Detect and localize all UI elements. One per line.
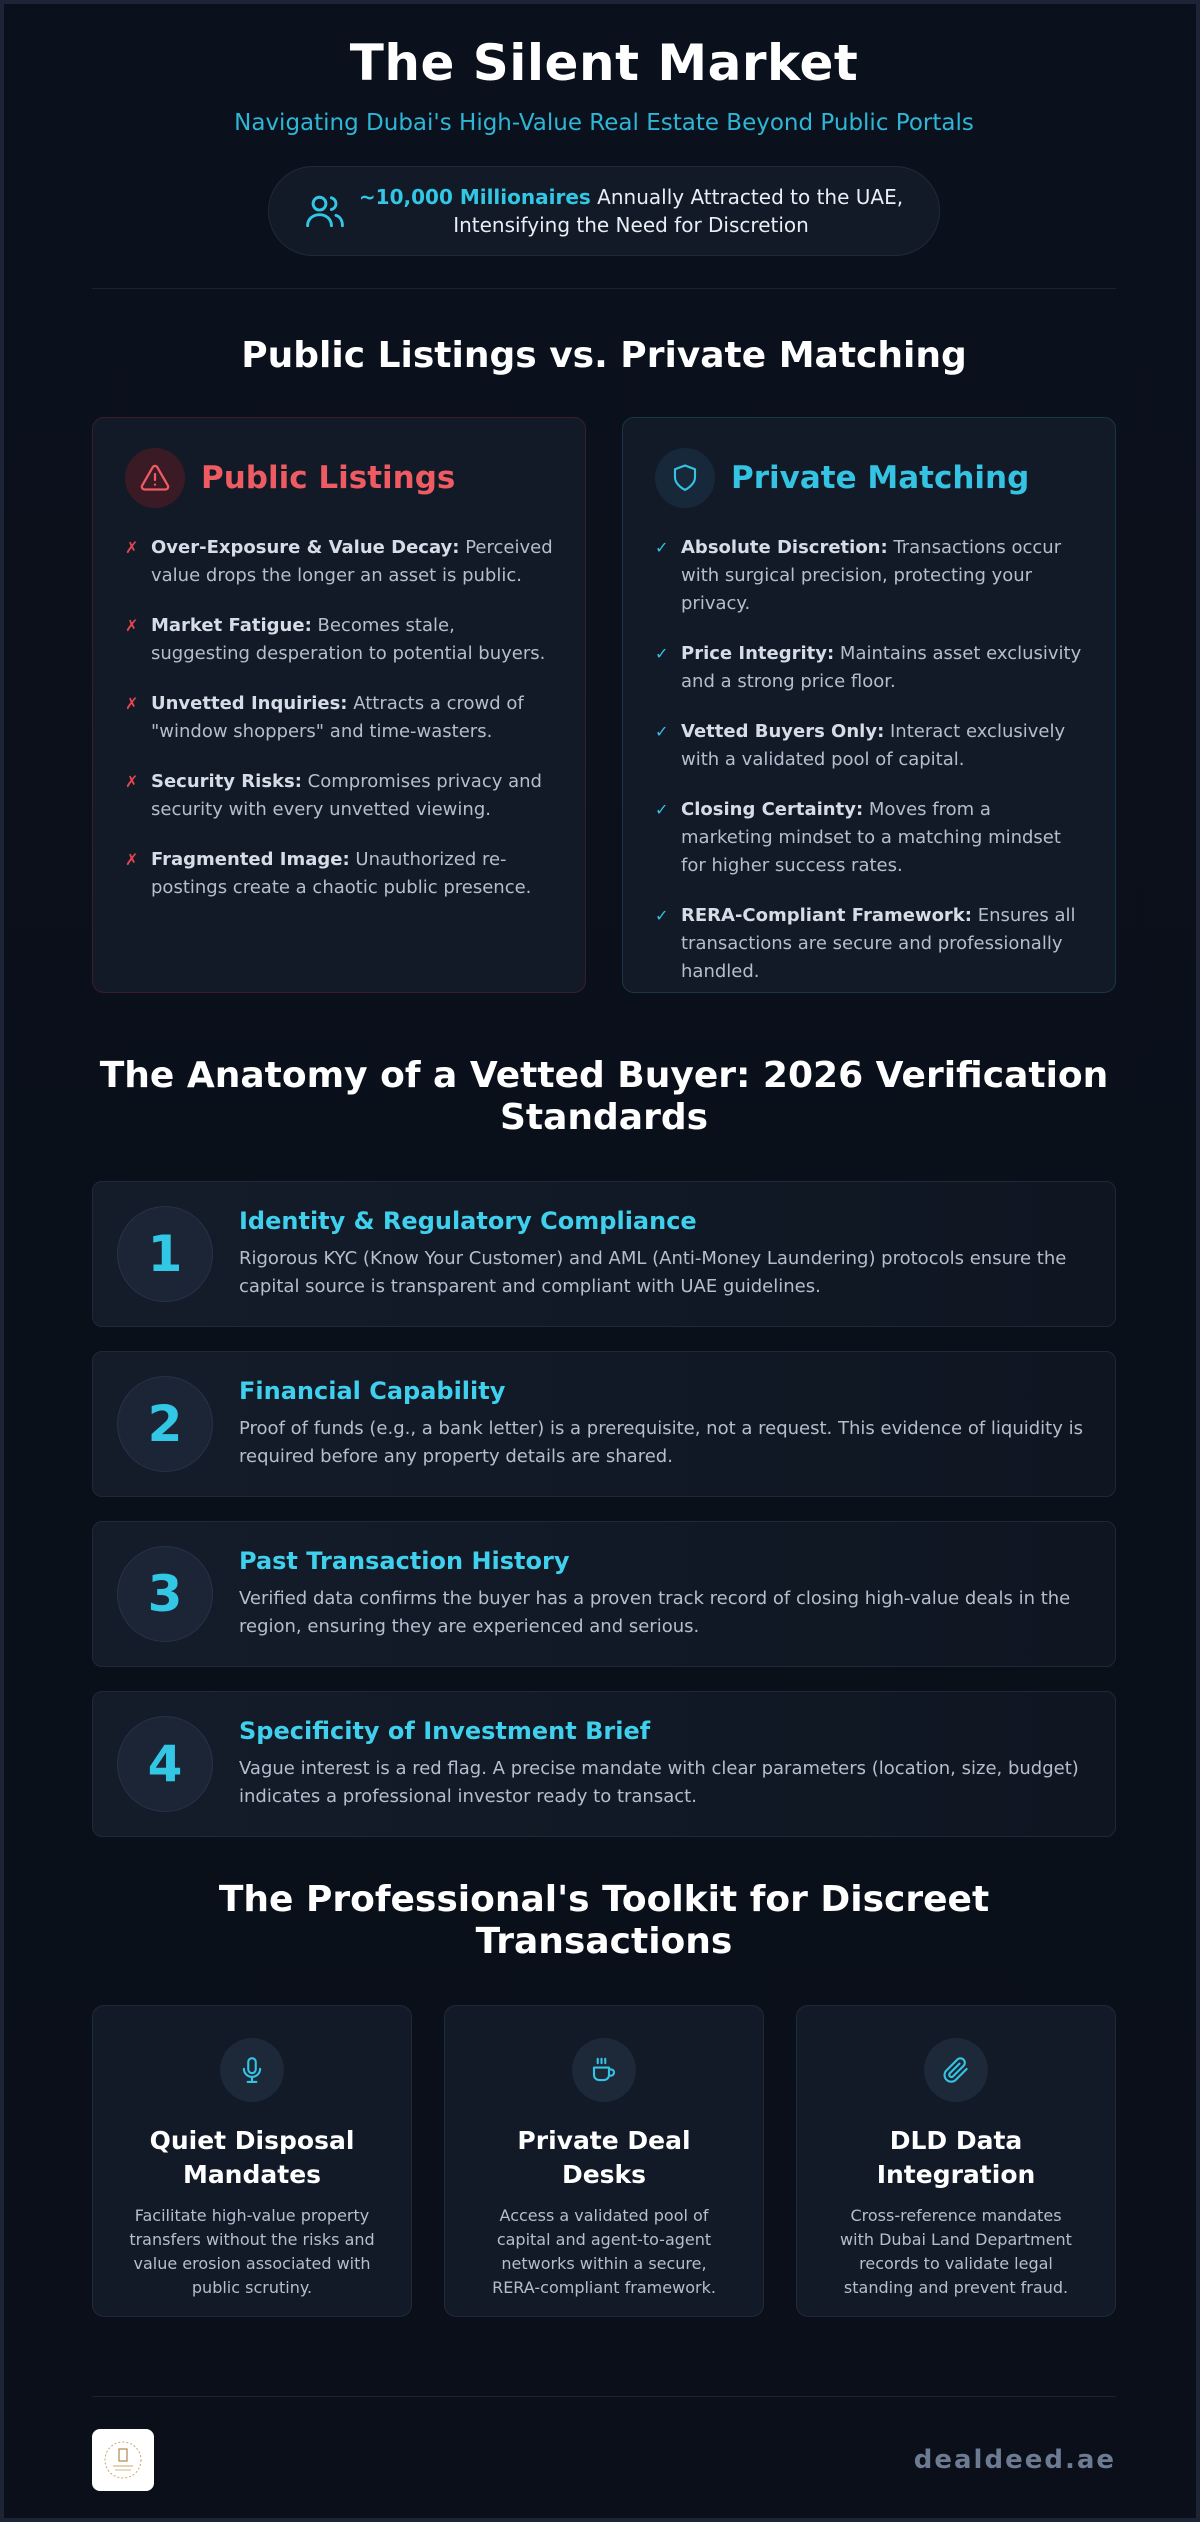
- brand-name[interactable]: dealdeed.ae: [913, 2445, 1116, 2475]
- tool-title: Private Deal Desks: [517, 2126, 691, 2189]
- item-text: [681, 718, 1083, 774]
- list-item: [125, 534, 553, 590]
- list-item: [655, 796, 1083, 880]
- check-icon: ✓: [655, 538, 669, 557]
- item-text: [151, 612, 553, 668]
- cross-icon: ✗: [125, 772, 139, 791]
- list-item: [125, 690, 553, 746]
- stat-line2: Intensifying the Need for Discretion: [453, 213, 809, 237]
- dealdeed-logo-icon[interactable]: [92, 2429, 154, 2491]
- item-term: Market Fatigue:: [151, 615, 312, 636]
- item-detail: Maintains asset exclusivity and a strong price floor.: [681, 643, 1082, 692]
- verification-steps: [92, 1181, 1116, 1837]
- list-item: [125, 768, 553, 824]
- step-title: Financial Capability: [239, 1377, 506, 1405]
- comparison-title: Public Listings vs. Private Matching: [241, 335, 967, 376]
- item-detail: Perceived value drops the longer an asset is public.: [151, 537, 553, 586]
- tool-card: [444, 2005, 764, 2317]
- step-number: 1: [117, 1206, 213, 1302]
- comparison-section: [92, 417, 1116, 993]
- list-item: [125, 612, 553, 668]
- cross-icon: ✗: [125, 616, 139, 635]
- step-number: 4: [117, 1716, 213, 1812]
- tool-title: Quiet Disposal Mandates: [149, 2126, 355, 2189]
- tool-description: Cross-reference mandates with Dubai Land Department records to validate legal standing and prevent fraud.: [840, 2206, 1072, 2297]
- list-item: [655, 534, 1083, 618]
- item-detail: Ensures all transactions are secure and professionally handled.: [681, 905, 1076, 982]
- step-description: Verified data confirms the buyer has a proven track record of closing high-value deals in the region, ensuring they are experienced and serious.: [239, 1588, 1071, 1637]
- verification-step: [92, 1181, 1116, 1327]
- footer: [92, 2396, 1116, 2491]
- public-card-title: Public Listings: [201, 460, 456, 496]
- step-title: Identity & Regulatory Compliance: [239, 1207, 697, 1235]
- stat-pill: [268, 166, 940, 256]
- item-term: Price Integrity:: [681, 643, 835, 664]
- toolkit-title: The Professional's Toolkit for Discreet Transactions: [218, 1879, 990, 1962]
- divider: [92, 288, 1116, 289]
- item-term: Absolute Discretion:: [681, 537, 888, 558]
- item-text: [681, 534, 1083, 618]
- page-title: The Silent Market: [349, 34, 859, 92]
- item-text: [151, 768, 553, 824]
- check-icon: ✓: [655, 800, 669, 819]
- public-card-header: [125, 448, 553, 508]
- item-detail: Becomes stale, suggesting desperation to potential buyers.: [151, 615, 546, 664]
- list-item: [655, 902, 1083, 986]
- tool-title: DLD Data Integration: [876, 2126, 1036, 2189]
- check-icon: ✓: [655, 906, 669, 925]
- item-text: [681, 902, 1083, 986]
- step-description: Vague interest is a red flag. A precise mandate with clear parameters (location, size, budget) indicates a professional investor ready to transact.: [239, 1758, 1079, 1807]
- item-term: Fragmented Image:: [151, 849, 350, 870]
- microphone-icon: [220, 2038, 284, 2102]
- tool-card: [92, 2005, 412, 2317]
- list-item: [655, 640, 1083, 696]
- step-title: Specificity of Investment Brief: [239, 1717, 651, 1745]
- step-title: Past Transaction History: [239, 1547, 570, 1575]
- stat-line1: Annually Attracted to the UAE,: [590, 185, 904, 209]
- item-text: [151, 534, 553, 590]
- stat-text: [347, 183, 905, 239]
- item-text: [151, 846, 553, 902]
- item-text: [681, 796, 1083, 880]
- step-number: 2: [117, 1376, 213, 1472]
- step-body: [239, 1717, 1091, 1811]
- users-icon: [303, 189, 347, 233]
- stat-highlight: ~10,000 Millionaires: [358, 185, 591, 209]
- page-subtitle: Navigating Dubai's High-Value Real Estate Beyond Public Portals: [234, 110, 974, 136]
- item-term: Closing Certainty:: [681, 799, 864, 820]
- tool-card: [796, 2005, 1116, 2317]
- verification-step: [92, 1351, 1116, 1497]
- public-items-list: [125, 534, 553, 902]
- check-icon: ✓: [655, 644, 669, 663]
- shield-icon: [655, 448, 715, 508]
- item-detail: Compromises privacy and security with every unvetted viewing.: [151, 771, 542, 820]
- toolkit-section: [92, 2005, 1116, 2317]
- warning-icon: [125, 448, 185, 508]
- item-detail: Interact exclusively with a validated pool of capital.: [681, 721, 1066, 770]
- coffee-icon: [572, 2038, 636, 2102]
- tool-description: Facilitate high-value property transfers without the risks and value erosion associated with public scrutiny.: [129, 2206, 375, 2297]
- item-term: Over-Exposure & Value Decay:: [151, 537, 460, 558]
- item-detail: Unauthorized re-postings create a chaotic public presence.: [151, 849, 532, 898]
- public-listings-card: [92, 417, 586, 993]
- footer-row: [92, 2429, 1116, 2491]
- item-term: Vetted Buyers Only:: [681, 721, 885, 742]
- list-item: [655, 718, 1083, 774]
- check-icon: ✓: [655, 722, 669, 741]
- verification-title: The Anatomy of a Vetted Buyer: 2026 Verification Standards: [99, 1055, 1109, 1138]
- step-description: Proof of funds (e.g., a bank letter) is a prerequisite, not a request. This evidence of liquidity is required before any property details are shared.: [239, 1418, 1083, 1467]
- item-term: Security Risks:: [151, 771, 302, 792]
- item-term: Unvetted Inquiries:: [151, 693, 348, 714]
- private-items-list: [655, 534, 1083, 986]
- item-detail: Attracts a crowd of "window shoppers" and time-wasters.: [151, 693, 524, 742]
- verification-step: [92, 1521, 1116, 1667]
- step-number: 3: [117, 1546, 213, 1642]
- item-text: [151, 690, 553, 746]
- content: [92, 4, 1116, 2475]
- tool-description: Access a validated pool of capital and agent-to-agent networks within a secure, RERA-compliant framework.: [492, 2206, 716, 2297]
- private-matching-card: [622, 417, 1116, 993]
- cross-icon: ✗: [125, 850, 139, 869]
- list-item: [125, 846, 553, 902]
- verification-step: [92, 1691, 1116, 1837]
- item-text: [681, 640, 1083, 696]
- step-body: [239, 1207, 1091, 1301]
- cross-icon: ✗: [125, 538, 139, 557]
- item-term: RERA-Compliant Framework:: [681, 905, 972, 926]
- private-card-title: Private Matching: [731, 460, 1030, 496]
- paperclip-icon: [924, 2038, 988, 2102]
- step-description: Rigorous KYC (Know Your Customer) and AML (Anti-Money Laundering) protocols ensure the capital source is transparent and compliant with UAE guidelines.: [239, 1248, 1067, 1297]
- private-card-header: [655, 448, 1083, 508]
- item-detail: Moves from a marketing mindset to a matching mindset for higher success rates.: [681, 799, 1061, 876]
- step-body: [239, 1377, 1091, 1471]
- cross-icon: ✗: [125, 694, 139, 713]
- step-body: [239, 1547, 1091, 1641]
- item-detail: Transactions occur with surgical precision, protecting your privacy.: [681, 537, 1062, 614]
- footer-divider: [92, 2396, 1116, 2397]
